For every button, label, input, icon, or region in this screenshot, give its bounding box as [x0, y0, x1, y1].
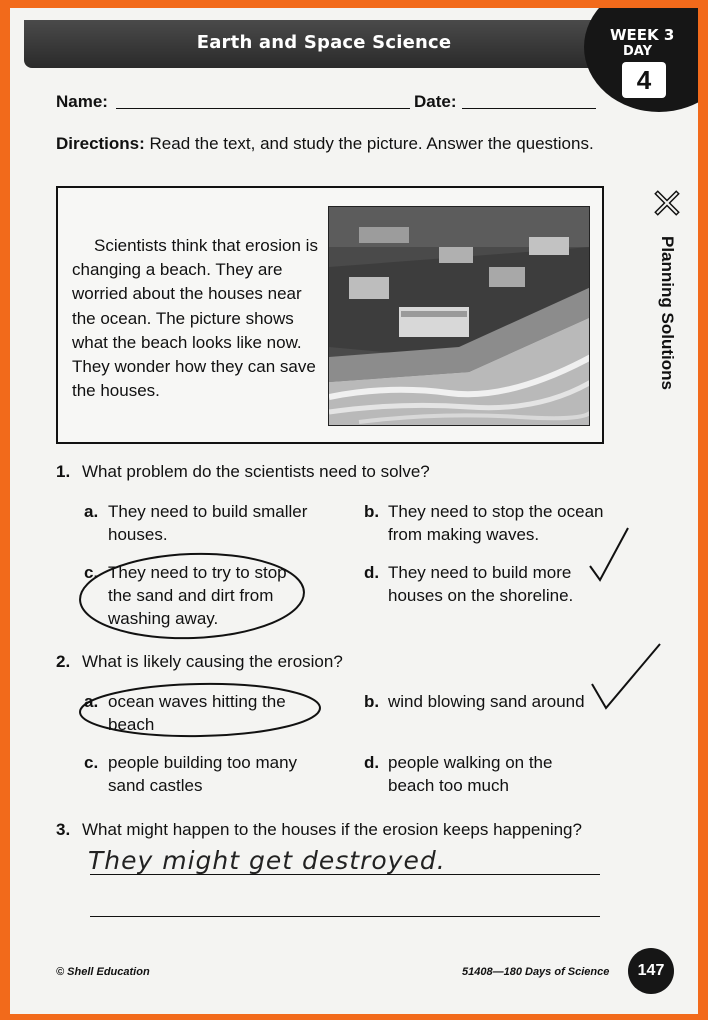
- worksheet-page: [10, 8, 698, 1014]
- footer-product: 51408—180 Days of Science: [462, 966, 610, 978]
- option-text: They need to build more houses on the shoreline.: [388, 563, 574, 605]
- question-1-option-a[interactable]: [84, 500, 334, 546]
- question-1-option-d[interactable]: [364, 561, 594, 607]
- date-label: Date:: [414, 92, 457, 111]
- sidebar-title: Planning Solutions: [658, 236, 677, 390]
- reading-box: [56, 186, 604, 444]
- question-3-handwritten-answer: They might get destroyed.: [88, 846, 446, 875]
- question-2-option-a[interactable]: [84, 690, 314, 736]
- question-2-option-d[interactable]: [364, 751, 584, 797]
- question-2-number: 2.: [56, 652, 71, 671]
- date-field[interactable]: [462, 108, 596, 109]
- question-2-option-c[interactable]: [84, 751, 324, 797]
- question-1-option-b[interactable]: [364, 500, 614, 546]
- name-label: Name:: [56, 92, 108, 111]
- page-number: 147: [628, 948, 674, 994]
- answer-line-2[interactable]: [90, 916, 600, 917]
- directions-text: Read the text, and study the picture. Answer the questions.: [149, 134, 594, 153]
- question-3-number: 3.: [56, 820, 71, 839]
- option-text: people walking on the beach too much: [388, 753, 553, 795]
- directions: [56, 132, 596, 155]
- option-letter: b.: [364, 692, 380, 711]
- option-text: They need to build smaller houses.: [108, 502, 308, 544]
- directions-lead: Directions:: [56, 134, 145, 153]
- option-letter: c.: [84, 563, 99, 582]
- subject-banner: [24, 20, 624, 68]
- footer-publisher: © Shell Education: [56, 966, 150, 978]
- banner-title: Earth and Space Science: [196, 32, 452, 53]
- answer-line-1[interactable]: [90, 874, 600, 875]
- option-text: ocean waves hitting the beach: [108, 692, 286, 734]
- question-1-text: What problem do the scientists need to solve?: [82, 462, 430, 481]
- question-1-option-c[interactable]: [84, 561, 308, 630]
- name-field[interactable]: [116, 108, 410, 109]
- question-1-number: 1.: [56, 462, 71, 481]
- option-letter: d.: [364, 563, 380, 582]
- option-letter: b.: [364, 502, 380, 521]
- beach-erosion-photo: [328, 206, 590, 426]
- reading-passage: Scientists think that erosion is changing a beach. They are worried about the houses near the ocean. The picture shows what the beach looks like now. They wonder how they can save the houses.: [72, 236, 318, 401]
- option-text: people building too many sand castles: [108, 753, 298, 795]
- option-text: wind blowing sand around: [388, 692, 585, 711]
- option-letter: a.: [84, 502, 99, 521]
- option-letter: d.: [364, 753, 380, 772]
- pencil-ruler-icon: [652, 188, 682, 223]
- day-label: DAY: [623, 44, 653, 59]
- week-label: WEEK 3: [610, 26, 675, 44]
- option-text: They need to try to stop the sand and dirt from washing away.: [108, 563, 287, 628]
- question-2-text: What is likely causing the erosion?: [82, 652, 343, 671]
- question-2-option-b[interactable]: [364, 690, 614, 713]
- option-text: They need to stop the ocean from making waves.: [388, 502, 604, 544]
- beach-photo-graphic: [329, 207, 590, 426]
- option-letter: c.: [84, 753, 99, 772]
- option-letter: a.: [84, 692, 99, 711]
- question-3-text: What might happen to the houses if the erosion keeps happening?: [82, 820, 582, 839]
- day-number: 4: [622, 62, 666, 98]
